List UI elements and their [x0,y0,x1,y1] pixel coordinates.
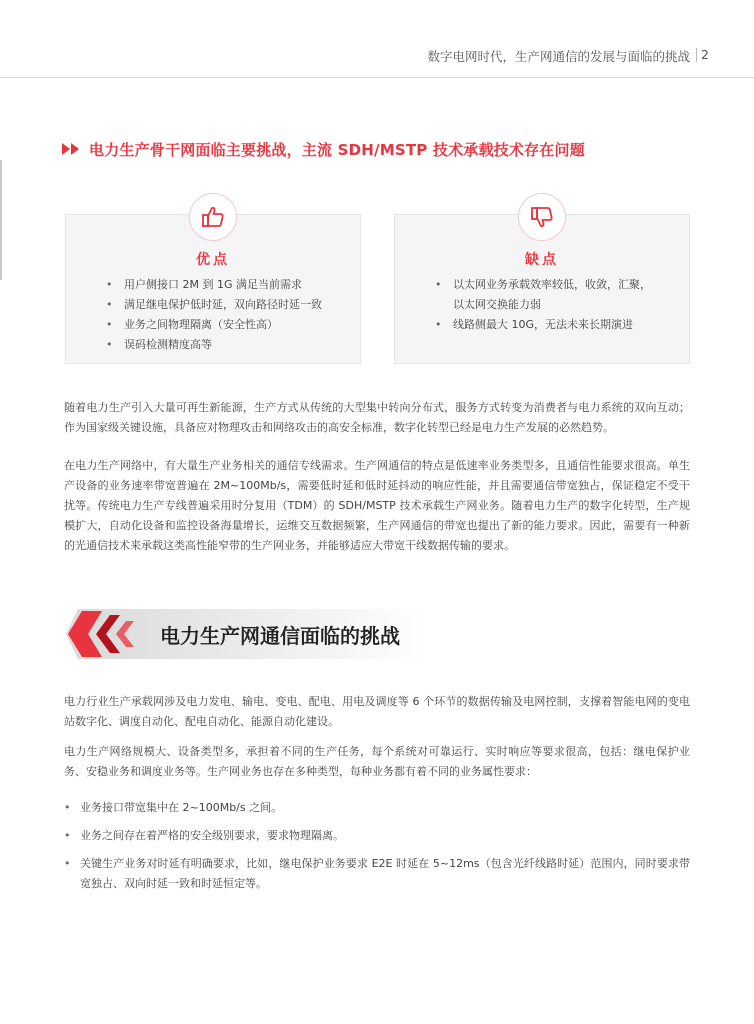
arrow-icon [71,143,79,155]
list-item: • 用户侧接口 2M 到 1G 满足当前需求 [106,275,342,295]
requirements-list [64,854,690,894]
cons-card [394,214,690,364]
thumbs-down-icon-graphic [529,204,555,230]
section-title-text: 电力生产骨干网面临主要挑战，主流 SDH/MSTP 技术承载技术存在问题 [89,140,585,159]
list-item: • 业务接口带宽集中在 2~100Mb/s 之间。 [64,798,690,818]
pros-list [106,275,342,355]
list-item: • 满足继电保护低时延，双向路径时延一致 [106,295,342,315]
list-item: • 业务之间存在着严格的安全级别要求，要求物理隔离。 [64,826,690,846]
list-item-text: 以太网业务承载效率较低，收敛，汇聚， [453,278,651,291]
list-item-continuation: 以太网交换能力弱 [453,298,541,311]
list-item [435,275,671,315]
page-number: 2 [701,47,709,62]
paragraph-digital-transformation: 随着电力生产引入大量可再生新能源，生产方式从传统的大型集中转向分布式，服务方式转变为消费者与电力系统的双向互动；作为国家级关键设施，具备应对物理攻击和网络攻击的高安全标准，数字化转型已经是电力生产发展的必然趋势。 [64,401,690,434]
pros-card [65,214,361,364]
list-item: • 业务之间物理隔离（安全性高） [106,315,342,335]
page-header-title: 数字电网时代，生产网通信的发展与面临的挑战 [427,49,690,64]
section-title-comm-challenges: 电力生产网通信面临的挑战 [160,624,400,648]
header-divider [696,48,697,62]
requirements-list [64,826,690,846]
list-item: • 线路侧最大 10G，无法未来长期演进 [435,315,671,335]
list-item: • 关键生产业务对时延有明确要求，比如，继电保护业务要求 E2E 时延在 5~12ms（包含光纤线路时延）范围内，同时要求带宽独占、双向时延一致和时延恒定等。 [64,854,690,894]
header-rule [0,77,754,78]
section-title-backbone-challenges [62,138,585,160]
paragraph-production-network: 在电力生产网络中，有大量生产业务相关的通信专线需求。生产网通信的特点是低速率业务类型多，且通信性能要求很高。单生产设备的业务速率带宽普遍在 2M~100Mb/s，需要低时延和低时延抖动的响应性能，并且需要通信带宽独占，保证稳定不受干扰等。传统电力生产专线普遍采用时分复用（TDM）的 SDH/MSTP 技术承载生产网业务。随着电力生产的数字化转型，生产规模扩大，自动化设备和监控设备海量增长，运维交互数据频繁，生产网通信的带宽也提出了新的能力要求。因此，需要有一种新的光通信技术来承载这类高性能窄带的生产网业务，并能够适应大带宽干线数据传输的要求。 [64,459,690,552]
left-margin-accent [0,160,2,280]
arrow-icon [62,143,70,155]
thumbs-up-icon-graphic [200,204,226,230]
paragraph-network-scale: 电力生产网络规模大、设备类型多，承担着不同的生产任务，每个系统对可靠运行、实时响应等要求很高，包括：继电保护业务、安稳业务和调度业务等。生产网业务也存在多种类型，每种业务都有着不同的业务属性要求： [64,745,690,778]
requirements-list [64,798,690,818]
thumbs-down-icon [518,193,566,241]
thumbs-up-icon [189,193,237,241]
cons-title: 缺点 [525,252,559,268]
list-item: • 误码检测精度高等 [106,335,342,355]
paragraph-industry-network: 电力行业生产承载网涉及电力发电、输电、变电、配电、用电及调度等 6 个环节的数据传输及电网控制，支撑着智能电网的变电站数字化、调度自动化、配电自动化、能源自动化建设。 [64,695,690,728]
pros-title: 优点 [196,252,230,268]
cons-list [435,275,671,335]
